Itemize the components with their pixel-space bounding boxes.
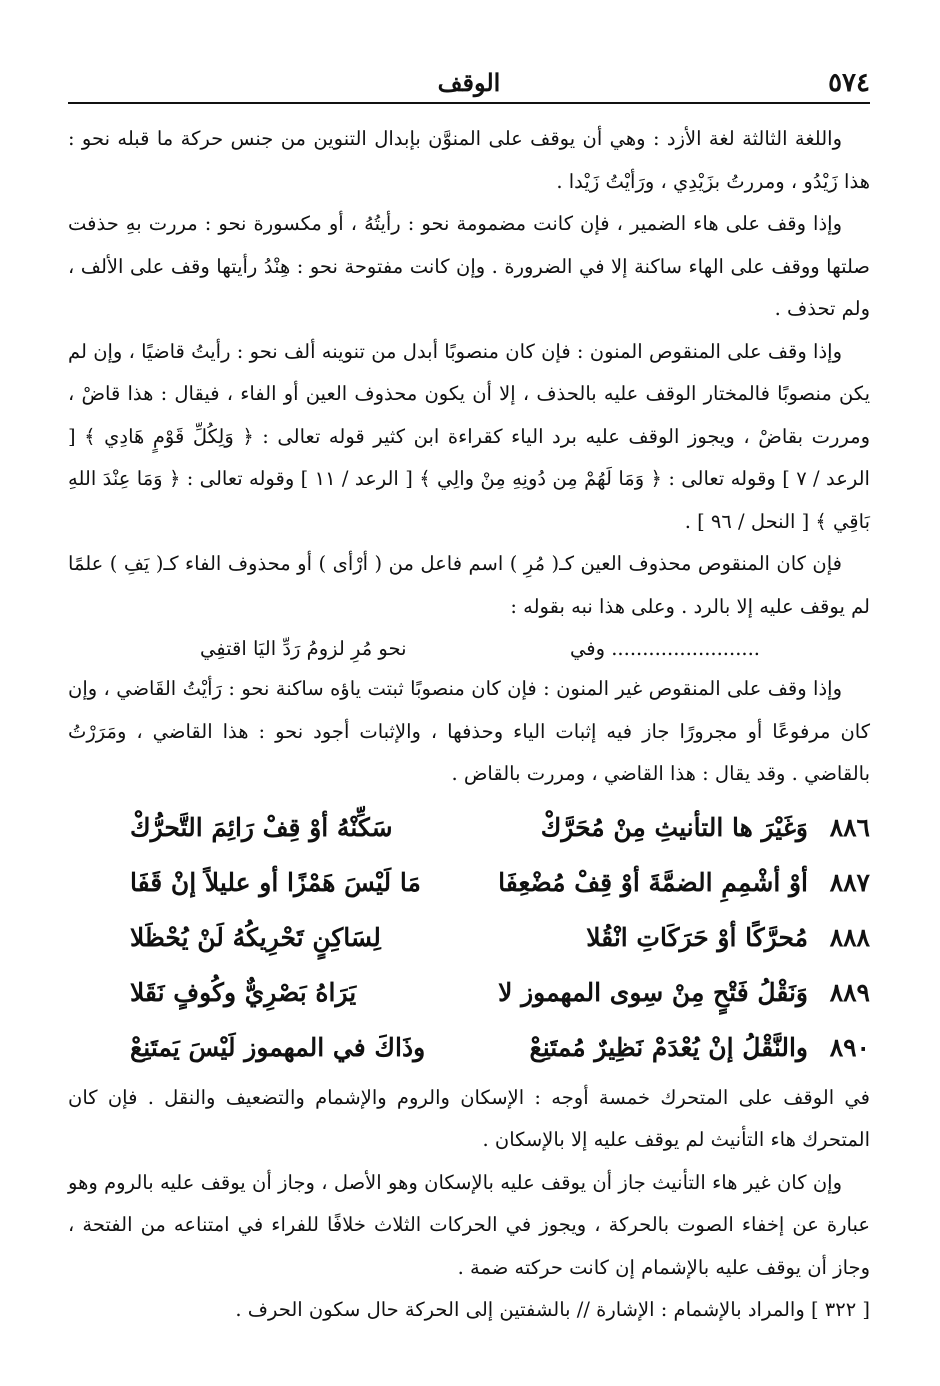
verse-number: ٨٨٨ xyxy=(829,922,870,952)
verse-second-hemistich: مَا لَيْسَ هَمْزًا أو عليلاً إنْ قَفَا xyxy=(130,867,421,897)
verse-number: ٨٨٩ xyxy=(829,977,870,1007)
page-body xyxy=(68,118,870,1332)
verse-first-hemistich: مُحرَّكًا أوْ حَرَكَاتِ انْقُلا xyxy=(586,922,808,952)
page-number: ٥٧٤ xyxy=(828,68,870,98)
paragraph: فإن كان المنقوص محذوف العين كـ( مُرِ ) اسم فاعل من ( أرْأى ) أو محذوف الفاء كـ( يَفِ ) علمًا لم يوقف عليه إلا بالرد . وعلى هذا نبه بقوله : xyxy=(68,552,870,618)
verse-second-hemistich: وذَاكَ في المهموز لَيْسَ يَمتَنِعْ xyxy=(130,1032,426,1062)
paragraph: وإن كان غير هاء التأنيث جاز أن يوقف عليه بالإسكان وهو الأصل ، وجاز أن يوقف عليه بالروم وهو عبارة عن إخفاء الصوت بالحركة ، ويجوز في الحركات الثلاث خلافًا للفراء في امتناعه من الفتحة ، وجاز أن يوقف عليه بالإشمام إن كانت حركته ضمة . xyxy=(68,1170,870,1279)
running-title: الوقف xyxy=(437,68,501,97)
paragraph: وإذا وقف على المنقوص غير المنون : فإن كان منصوبًا ثبتت ياؤه ساكنة نحو : رَأيْتُ القَاضي ، وإن كان مرفوعًا أو مجرورًا جاز فيه إثبات الياء وحذفها ، والإثبات أجود نحو : هذا القاضي ، ومَرَرْتُ بالقاضي . وقد يقال : هذا القاضي ، ومررت بالقاض . xyxy=(68,677,870,785)
verse-second-hemistich: لِسَاكِنٍ تَحْرِيكُهُ لَنْ يُحْظَلا xyxy=(130,922,381,952)
page-header xyxy=(68,68,870,104)
verse-second-hemistich: يَرَاهُ بَصْرِيٌّ وكُوفٍ نَقَلا xyxy=(130,977,357,1007)
paragraph: في الوقف على المتحرك خمسة أوجه : الإسكان والروم والإشمام والتضعيف والنقل . فإن كان المتحرك هاء التأنيث لم يوقف عليه إلا بالإسكان . xyxy=(68,1085,870,1151)
verse-number: ٨٨٧ xyxy=(829,867,870,897)
verse-number: ٨٨٦ xyxy=(829,812,870,842)
half-verse xyxy=(68,628,870,668)
half-verse-second: نحو مُرِ لزومُ رَدِّ اليَا اقتفِي xyxy=(200,637,407,660)
half-verse-first: ........................ وفي xyxy=(570,637,760,660)
verse-line xyxy=(68,965,870,1020)
paragraph: واللغة الثالثة لغة الأزد : وهي أن يوقف على المنوَّن بإبدال التنوين من جنس حركة ما قبله نحو : هذا زَيْدُو ، ومررتُ بزَيْدِي ، ورَأيْتُ زَيْدا . xyxy=(68,127,870,193)
verse-line xyxy=(68,1020,870,1075)
verse-line xyxy=(68,910,870,965)
verse-first-hemistich: وَغَيْرَ ها التأنيثِ مِنْ مُحَرَّكْ xyxy=(540,812,808,842)
verse-first-hemistich: أوْ أشْمِمِ الضمَّةَ أوْ قِفْ مُضْعِفَا xyxy=(498,867,808,897)
verse-number: ٨٩٠ xyxy=(829,1032,870,1062)
verse-line xyxy=(68,800,870,855)
verse-first-hemistich: وَنَقْلُ فَتْحٍ مِنْ سِوى المهموز لا xyxy=(498,977,808,1007)
verse-first-hemistich: والنَّقْلُ إنْ يُعْدَمْ نَظِيرٌ مُمتَنِعْ xyxy=(529,1032,808,1062)
footnote: [ ٣٢٢ ] والمراد بالإشمام : الإشارة // بالشفتين إلى الحركة حال سكون الحرف . xyxy=(235,1298,870,1321)
verse-block xyxy=(68,800,870,1075)
paragraph: وإذا وقف على هاء الضمير ، فإن كانت مضمومة نحو : رأيتُهُ ، أو مكسورة نحو : مررت بهِ حذفت صلتها ووقف على الهاء ساكنة إلا في الضرورة . وإن كانت مفتوحة نحو : هِنْدُ رأيتها وقف على الألف ، ولم تحذف . xyxy=(68,212,870,320)
verse-line xyxy=(68,855,870,910)
verse-second-hemistich: سَكِّنْهُ أوْ قِفْ رَائِمَ التَّحرُّكْ xyxy=(130,812,393,842)
paragraph: وإذا وقف على المنقوص المنون : فإن كان منصوبًا أبدل من تنوينه ألف نحو : رأيتُ قاضيًا ، وإن لم يكن منصوبًا فالمختار الوقف عليه بالحذف ، إلا أن يكون محذوف العين أو الفاء ، فيقال : هذا قاضْ ، ومررت بقاضْ ، ويجوز الوقف عليه برد الياء كقراءة ابن كثير قوله تعالى : ﴿ وَلِكُلِّ قَوْمٍ هَادِي ﴾ [ الرعد / ٧ ] وقوله تعالى : ﴿ وَمَا لَهُمْ مِن دُونِهِ مِنْ والِي ﴾ [ الرعد / ١١ ] وقوله تعالى : ﴿ وَمَا عِنْدَ اللهِ بَاقِي ﴾ [ النحل / ٩٦ ] . xyxy=(68,339,870,533)
